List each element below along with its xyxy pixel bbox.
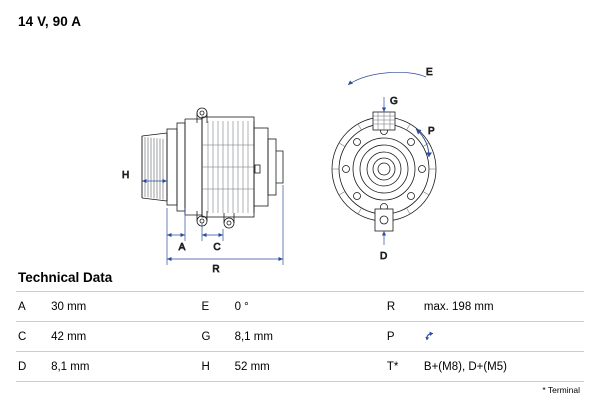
row-value-e: 0 °: [231, 292, 383, 322]
label-d: D: [380, 251, 388, 262]
page-title: 14 V, 90 A: [18, 14, 82, 29]
dimension-a: [167, 208, 185, 241]
leader-g: [382, 97, 386, 112]
drawing-svg: [16, 33, 584, 275]
row-key-p: P: [383, 322, 420, 352]
technical-data-heading: Technical Data: [18, 270, 113, 285]
row-value-a: 30 mm: [47, 292, 197, 322]
alternator-technical-drawing: [16, 33, 584, 275]
row-key-e: E: [197, 292, 230, 322]
pulley-group: [142, 133, 167, 201]
row-key-r: R: [383, 292, 420, 322]
row-value-d: 8,1 mm: [47, 352, 197, 382]
label-g: G: [390, 96, 398, 107]
row-key-a: A: [16, 292, 47, 322]
row-value-h: 52 mm: [231, 352, 383, 382]
label-h: H: [122, 170, 130, 181]
row-key-c: C: [16, 322, 47, 352]
row-value-c: 42 mm: [47, 322, 197, 352]
dimension-h: [142, 179, 167, 183]
rotation-direction-icon: [424, 330, 440, 344]
technical-data-table: [16, 291, 584, 382]
label-e: E: [426, 67, 433, 78]
mounting-ears: [197, 108, 234, 228]
row-key-h: H: [197, 352, 230, 382]
dimension-c: [202, 223, 223, 241]
row-value-t: B+(M8), D+(M5): [420, 352, 584, 382]
table-row: [16, 322, 584, 352]
technical-data-section: [16, 270, 584, 395]
label-a: A: [178, 242, 186, 253]
terminal-footnote: * Terminal: [542, 385, 580, 395]
row-value-p: [420, 322, 584, 352]
housing-rear: [254, 128, 283, 206]
table-row: [16, 292, 584, 322]
table-row: [16, 352, 584, 382]
leader-d: [382, 231, 386, 245]
housing-main: [202, 117, 254, 217]
label-r: R: [212, 264, 220, 275]
label-p: P: [428, 126, 435, 137]
label-c: C: [213, 242, 221, 253]
row-value-r: max. 198 mm: [420, 292, 584, 322]
housing-front: [167, 119, 202, 215]
row-key-d: D: [16, 352, 47, 382]
row-key-t: T*: [383, 352, 420, 382]
dimension-r: [167, 185, 283, 265]
row-value-g: 8,1 mm: [231, 322, 383, 352]
row-key-g: G: [197, 322, 230, 352]
leader-e: [348, 72, 426, 85]
